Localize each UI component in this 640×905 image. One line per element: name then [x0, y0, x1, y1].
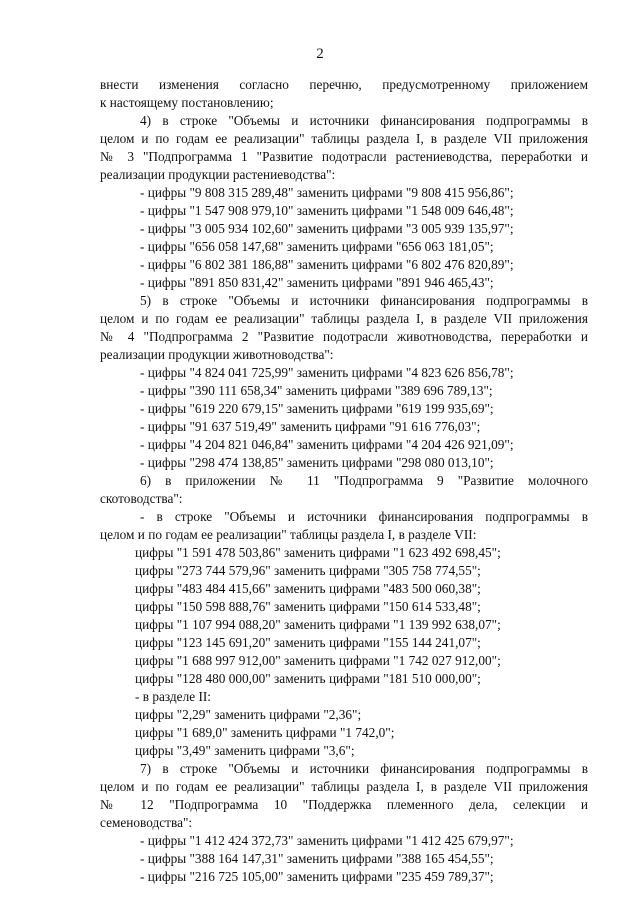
text-line: реализации продукции животноводства":	[100, 347, 334, 362]
item-4-heading: 4) в строке "Объемы и источники финансирования подпрограммы в	[140, 113, 588, 128]
text-line: целом и по годам ее реализации" таблицы раздела I, в разделе VII приложения	[100, 311, 588, 326]
list-item: цифры "1 591 478 503,86" заменить цифрами "1 623 492 698,45";	[135, 545, 501, 560]
list-item: - цифры "298 474 138,85" заменить цифрами "298 080 013,10";	[140, 455, 494, 470]
item-6-heading: 6) в приложении № 11 "Подпрограмма 9 "Развитие молочного	[140, 473, 588, 488]
list-item: - цифры "619 220 679,15" заменить цифрами "619 199 935,69";	[140, 401, 494, 416]
text-line: целом и по годам ее реализации" таблицы раздела I, в разделе VII приложения	[100, 131, 588, 146]
sub-item-heading: - в разделе II:	[135, 689, 211, 704]
page-number: 2	[316, 46, 324, 62]
text-line: целом и по годам ее реализации" таблицы раздела I, в разделе VII приложения	[100, 779, 588, 794]
text-line: внести изменения согласно перечню, предусмотренному приложением	[100, 77, 588, 92]
list-item: - цифры "390 111 658,34" заменить цифрами "389 696 789,13";	[140, 383, 493, 398]
list-item: - цифры "4 204 821 046,84" заменить цифрами "4 204 426 921,09";	[140, 437, 514, 452]
sub-item-heading: - в строке "Объемы и источники финансирования подпрограммы в	[140, 509, 588, 524]
item-7-heading: 7) в строке "Объемы и источники финансирования подпрограммы в	[140, 761, 588, 776]
list-item: цифры "273 744 579,96" заменить цифрами "305 758 774,55";	[135, 563, 481, 578]
text-line: к настоящему постановлению;	[100, 95, 274, 110]
text-line: № 12 "Подпрограмма 10 "Поддержка племенного дела, селекции и	[100, 797, 588, 812]
list-item: цифры "1 689,0" заменить цифрами "1 742,0";	[135, 725, 395, 740]
text-line: № 3 "Подпрограмма 1 "Развитие подотрасли растениеводства, переработки и	[100, 149, 588, 164]
text-line: № 4 "Подпрограмма 2 "Развитие подотрасли животноводства, переработки и	[100, 329, 588, 344]
list-item: - цифры "4 824 041 725,99" заменить цифрами "4 823 626 856,78";	[140, 365, 514, 380]
list-item: - цифры "891 850 831,42" заменить цифрами "891 946 465,43";	[140, 275, 494, 290]
document-body	[100, 76, 588, 886]
list-item: - цифры "9 808 315 289,48" заменить цифрами "9 808 415 956,86";	[140, 185, 514, 200]
text-line: семеноводства":	[100, 815, 193, 830]
list-item: - цифры "91 637 519,49" заменить цифрами "91 616 776,03";	[140, 419, 481, 434]
list-item: цифры "150 598 888,76" заменить цифрами "150 614 533,48";	[135, 599, 481, 614]
list-item: - цифры "216 725 105,00" заменить цифрами "235 459 789,37";	[140, 869, 494, 884]
item-5-heading: 5) в строке "Объемы и источники финансирования подпрограммы в	[140, 293, 588, 308]
list-item: цифры "483 484 415,66" заменить цифрами "483 500 060,38";	[135, 581, 481, 596]
text-line: реализации продукции растениеводства":	[100, 167, 336, 182]
list-item: цифры "128 480 000,00" заменить цифрами "181 510 000,00";	[135, 671, 481, 686]
list-item: - цифры "656 058 147,68" заменить цифрами "656 063 181,05";	[140, 239, 494, 254]
text-line: целом и по годам ее реализации" таблицы раздела I, в разделе VII:	[100, 527, 477, 542]
list-item: цифры "1 688 997 912,00" заменить цифрами "1 742 027 912,00";	[135, 653, 501, 668]
list-item: цифры "2,29" заменить цифрами "2,36";	[135, 707, 362, 722]
list-item: - цифры "388 164 147,31" заменить цифрами "388 165 454,55";	[140, 851, 494, 866]
list-item: - цифры "1 547 908 979,10" заменить цифрами "1 548 009 646,48";	[140, 203, 514, 218]
list-item: - цифры "1 412 424 372,73" заменить цифрами "1 412 425 679,97";	[140, 833, 514, 848]
list-item: цифры "1 107 994 088,20" заменить цифрами "1 139 992 638,07";	[135, 617, 501, 632]
list-item: цифры "3,49" заменить цифрами "3,6";	[135, 743, 355, 758]
list-item: цифры "123 145 691,20" заменить цифрами "155 144 241,07";	[135, 635, 481, 650]
list-item: - цифры "6 802 381 186,88" заменить цифрами "6 802 476 820,89";	[140, 257, 514, 272]
list-item: - цифры "3 005 934 102,60" заменить цифрами "3 005 939 135,97";	[140, 221, 514, 236]
text-line: скотоводства":	[100, 491, 183, 506]
